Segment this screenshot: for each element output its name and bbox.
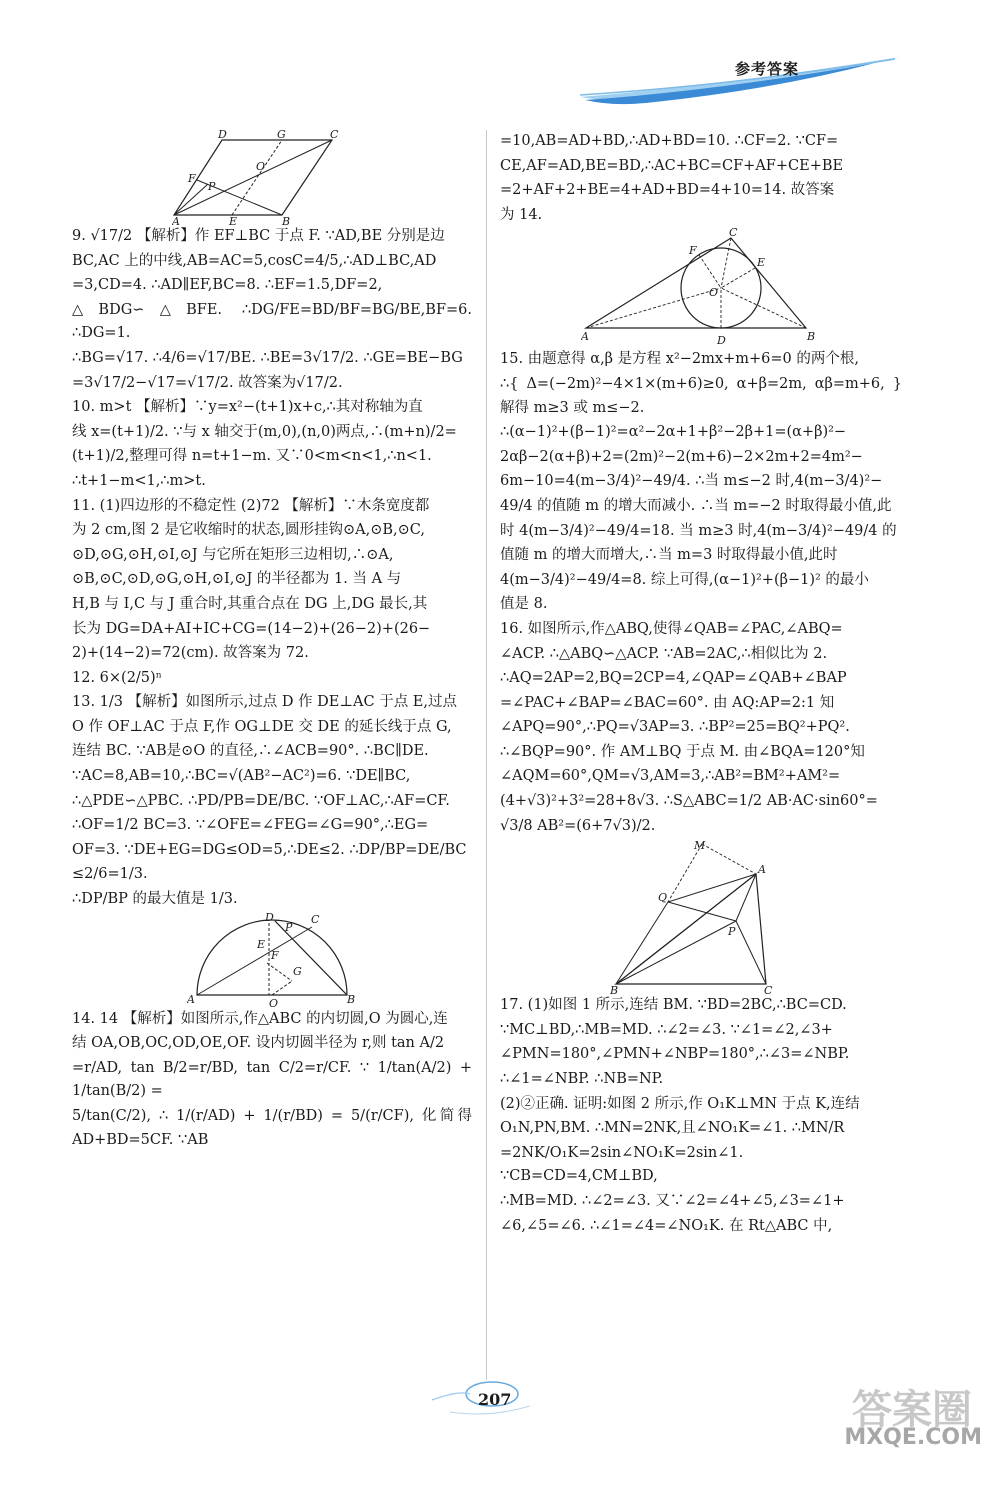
fig3-label-d: D bbox=[717, 334, 726, 348]
right-column bbox=[500, 130, 902, 1239]
answer-13-line-1: 13. 1/3 【解析】如图所示,过点 D 作 DE⊥AC 于点 E,过点 bbox=[72, 694, 457, 711]
fig2-label-e: E bbox=[257, 937, 266, 951]
fig1-label-g: G bbox=[277, 130, 286, 141]
fig4-label-q: Q bbox=[658, 891, 668, 905]
answer-14-cont-line-1: =10,AB=AD+BD,∴AD+BD=10. ∴CF=2. ∵CF= bbox=[500, 133, 839, 149]
answer-15-line-5: 6m−10=4(m−3/4)²−49/4. ∴当 m≤−2 时,4(m−3/4)²− bbox=[500, 473, 883, 490]
fig2-label-d: D bbox=[265, 912, 274, 924]
answer-14-line-3: =r/AD, tan B/2=r/BD, tan C/2=r/CF. ∵ 1/tan(A/2) + 1/tan(B/2) = bbox=[72, 1059, 472, 1100]
fig3-label-a: A bbox=[581, 330, 589, 344]
answer-15-line-8: 值随 m 的增大而增大,∴当 m=3 时取得最小值,此时 bbox=[500, 547, 838, 564]
answer-13-line-6: ∴OF=1/2 BC=3. ∵∠OFE=∠FEG=∠G=90°,∴EG= bbox=[72, 817, 429, 834]
answer-17-line-4: ∴∠1=∠NBP. ∴NB=NP. bbox=[500, 1071, 664, 1088]
answer-15-line-7: 时 4(m−3/4)²−49/4=18. 当 m≥3 时,4(m−3/4)²−49/4 的 bbox=[500, 522, 897, 539]
fig3-label-b: B bbox=[807, 330, 816, 344]
page-number: 207 bbox=[478, 1390, 512, 1409]
answer-9-line-2: BC,AC 上的中线,AB=AC=5,cosC=4/5,∴AD⊥BC,AD bbox=[72, 252, 437, 269]
header-title: 参考答案 bbox=[735, 60, 800, 78]
answer-14-cont-line-3: =2+AF+2+BE=4+AD+BD=4+10=14. 故答案 bbox=[500, 182, 835, 199]
answer-9-line-6: =3√17/2−√17=√17/2. 故答案为√17/2. bbox=[72, 374, 343, 391]
answer-16-line-2: ∠ACP. ∴△ABQ∽△ACP. ∵AB=2AC,∴相似比为 2. bbox=[500, 645, 828, 662]
answer-14-line-1: 14. 14 【解析】如图所示,作△ABC 的内切圆,O 为圆心,连 bbox=[72, 1010, 448, 1027]
watermark-url: MXQE.COM bbox=[844, 1425, 982, 1450]
column-divider bbox=[486, 130, 487, 1380]
fig2-label-c: C bbox=[311, 912, 320, 926]
answer-15-line-4: 2αβ−2(α+β)+2=(2m)²−2(m+6)−2×2m+2=4m²− bbox=[500, 448, 863, 465]
answer-17-line-5: (2)②正确. 证明:如图 2 所示,作 O₁K⊥MN 于点 K,连结 bbox=[500, 1095, 860, 1112]
fig4-label-p: P bbox=[728, 925, 736, 939]
fig4-label-m: M bbox=[694, 839, 706, 853]
answer-10-line-4: ∴t+1−m<1,∴m>t. bbox=[72, 472, 206, 489]
fig3-label-e: E bbox=[757, 256, 766, 270]
watermark-logo: 答案圈 bbox=[852, 1387, 972, 1433]
fig2-label-f: F bbox=[271, 948, 279, 962]
figure-triangle-abq bbox=[606, 839, 796, 994]
fig2-label-a: A bbox=[187, 992, 195, 1006]
fig1-label-f: F bbox=[188, 172, 196, 185]
answer-15-line-10: 值是 8. bbox=[500, 596, 548, 613]
fig1-label-b: B bbox=[282, 215, 291, 225]
answer-16-line-7: ∠AQM=60°,QM=√3,AM=3,∴AB²=BM²+AM²= bbox=[500, 768, 841, 785]
fig1-label-a: A bbox=[172, 215, 180, 225]
answer-15-line-2: ∴{ Δ=(−2m)²−4×1×(m+6)≥0, α+β=2m, αβ=m+6, } 解得 m≥3 或 m≤−2. bbox=[500, 375, 902, 416]
answer-13-line-9: ∴DP/BP 的最大值是 1/3. bbox=[72, 891, 238, 908]
fig4-label-a: A bbox=[758, 863, 766, 877]
answer-12: 12. 6×(2/5)ⁿ bbox=[72, 669, 162, 686]
fig2-label-b: B bbox=[347, 992, 356, 1006]
fig1-label-o: O bbox=[256, 160, 266, 173]
answer-17-line-9: ∠6,∠5=∠6. ∴∠1=∠4=∠NO₁K. 在 Rt△ABC 中, bbox=[500, 1217, 833, 1234]
answer-15-line-9: 4(m−3/4)²−49/4=8. 综上可得,(α−1)²+(β−1)² 的最小 bbox=[500, 571, 869, 588]
fig3-label-f: F bbox=[689, 244, 697, 258]
answer-16-line-8: (4+√3)²+3²=28+8√3. ∴S△ABC=1/2 AB·AC·sin60°= bbox=[500, 793, 878, 810]
answer-15-line-3: ∴(α−1)²+(β−1)²=α²−2α+1+β²−2β+1=(α+β)²− bbox=[500, 424, 847, 441]
answer-11-line-5: H,B 与 I,C 与 J 重合时,其重合点在 DG 上,DG 最长,其 bbox=[72, 595, 428, 612]
fig1-label-c: C bbox=[330, 130, 339, 141]
answer-16-line-6: ∴∠BQP=90°. 作 AM⊥BQ 于点 M. 由∠BQA=120°知 bbox=[500, 743, 865, 760]
answer-11-line-4: ⊙B,⊙C,⊙D,⊙G,⊙H,⊙I,⊙J 的半径都为 1. 当 A 与 bbox=[72, 571, 402, 588]
answer-17-line-7: =2NK/O₁K=2sin∠NO₁K=2sin∠1. ∵CB=CD=4,CM⊥BD, bbox=[500, 1144, 744, 1185]
answer-9-line-1: 9. √17/2 【解析】作 EF⊥BC 于点 F. ∵AD,BE 分别是边 bbox=[72, 228, 445, 244]
answer-17-line-3: ∠PMN=180°,∠PMN+∠NBP=180°,∴∠3=∠NBP. bbox=[500, 1046, 850, 1063]
answer-13-line-2: O 作 OF⊥AC 于点 F,作 OG⊥DE 交 DE 的延长线于点 G, bbox=[72, 718, 452, 735]
answer-13-line-3: 连结 BC. ∵AB是⊙O 的直径,∴∠ACB=90°. ∴BC∥DE. bbox=[72, 743, 429, 760]
answer-10-line-3: (t+1)/2,整理可得 n=t+1−m. 又∵0<m<n<1,∴n<1. bbox=[72, 448, 432, 465]
figure-parallelogram bbox=[172, 130, 372, 225]
fig4-label-b: B bbox=[610, 984, 619, 995]
answer-17-line-8: ∴MB=MD. ∴∠2=∠3. 又∵∠2=∠4+∠5,∠3=∠1+ bbox=[500, 1193, 845, 1209]
answer-14-cont-line-4: 为 14. bbox=[500, 206, 543, 223]
figure-semicircle bbox=[187, 913, 357, 1008]
fig2-label-o: O bbox=[269, 996, 279, 1008]
fig2-label-g: G bbox=[293, 964, 302, 978]
answer-10-line-2: 线 x=(t+1)/2. ∵与 x 轴交于(m,0),(n,0)两点,∴(m+n)/2= bbox=[72, 423, 457, 440]
answer-16-line-9: √3/8 AB²=(6+7√3)/2. bbox=[500, 817, 656, 834]
answer-11-line-6: 长为 DG=DA+AI+IC+CG=(14−2)+(26−2)+(26− bbox=[72, 620, 431, 637]
answer-16-line-1: 16. 如图所示,作△ABQ,使得∠QAB=∠PAC,∠ABQ= bbox=[500, 620, 843, 637]
answer-11-line-3: ⊙D,⊙G,⊙H,⊙I,⊙J 与它所在矩形三边相切,∴⊙A, bbox=[72, 546, 394, 563]
answer-15-line-1: 15. 由题意得 α,β 是方程 x²−2mx+m+6=0 的两个根, bbox=[500, 351, 859, 368]
answer-11-line-7: 2)+(14−2)=72(cm). 故答案为 72. bbox=[72, 645, 309, 662]
answer-16-line-4: =∠PAC+∠BAP=∠BAC=60°. 由 AQ:AP=2:1 知 bbox=[500, 694, 835, 711]
fig1-label-e: E bbox=[229, 215, 238, 225]
answer-13-line-8: ≤2/6=1/3. bbox=[72, 866, 148, 883]
fig2-label-p: P bbox=[285, 920, 293, 934]
answer-10-line-1: 10. m>t 【解析】∵y=x²−(t+1)x+c,∴其对称轴为直 bbox=[72, 399, 423, 416]
answer-9-line-4: △BDG∽△BFE. ∴DG/FE=BD/BF=BG/BE,BF=6. ∴DG=1. bbox=[72, 301, 472, 342]
answer-14-cont-line-2: CE,AF=AD,BE=BD,∴AC+BC=CF+AF+CE+BE bbox=[500, 157, 844, 174]
answer-16-line-5: ∠APQ=90°,∴PQ=√3AP=3. ∴BP²=25=BQ²+PQ². bbox=[500, 719, 850, 736]
answer-17-line-1: 17. (1)如图 1 所示,连结 BM. ∵BD=2BC,∴BC=CD. bbox=[500, 997, 847, 1014]
answer-14-line-2: 结 OA,OB,OC,OD,OE,OF. 设内切圆半径为 r,则 tan A/2 bbox=[72, 1035, 445, 1052]
figure-incircle bbox=[581, 228, 821, 348]
fig3-label-o: O bbox=[709, 286, 719, 300]
left-column bbox=[72, 130, 472, 1153]
answer-9-line-5: ∴BG=√17. ∴4/6=√17/BE. ∴BE=3√17/2. ∴GE=BE−BG bbox=[72, 349, 463, 366]
answer-9-line-3: =3,CD=4. ∴AD∥EF,BC=8. ∴EF=1.5,DF=2, bbox=[72, 277, 383, 294]
fig4-label-c: C bbox=[764, 984, 773, 995]
answer-14-line-4: 5/tan(C/2), ∴ 1/(r/AD) + 1/(r/BD) = 5/(r/CF), 化简得 AD+BD=5CF. ∵AB bbox=[72, 1108, 472, 1148]
answer-15-line-6: 49/4 的值随 m 的增大而减小. ∴当 m=−2 时取得最小值,此 bbox=[500, 497, 892, 514]
answer-17-line-6: O₁N,PN,BM. ∴MN=2NK,且∠NO₁K=∠1. ∴MN/R bbox=[500, 1120, 845, 1137]
fig3-label-c: C bbox=[729, 228, 738, 240]
answer-13-line-5: ∴△PDE∽△PBC. ∴PD/PB=DE/BC. ∵OF⊥AC,∴AF=CF. bbox=[72, 792, 450, 809]
fig1-label-p: P bbox=[208, 180, 216, 193]
answer-11-line-1: 11. (1)四边形的不稳定性 (2)72 【解析】∵木条宽度都 bbox=[72, 497, 430, 514]
fig1-label-d: D bbox=[218, 130, 227, 141]
answer-13-line-4: ∵AC=8,AB=10,∴BC=√(AB²−AC²)=6. ∵DE∥BC, bbox=[72, 768, 411, 785]
answer-16-line-3: ∴AQ=2AP=2,BQ=2CP=4,∠QAP=∠QAB+∠BAP bbox=[500, 670, 847, 687]
answer-11-line-2: 为 2 cm,图 2 是它收缩时的状态,圆形挂钩⊙A,⊙B,⊙C, bbox=[72, 522, 425, 539]
answer-13-line-7: OF=3. ∵DE+EG=DG≤OD=5,∴DE≤2. ∴DP/BP=DE/BC bbox=[72, 841, 467, 858]
answer-17-line-2: ∵MC⊥BD,∴MB=MD. ∴∠2=∠3. ∵∠1=∠2,∠3+ bbox=[500, 1021, 833, 1038]
